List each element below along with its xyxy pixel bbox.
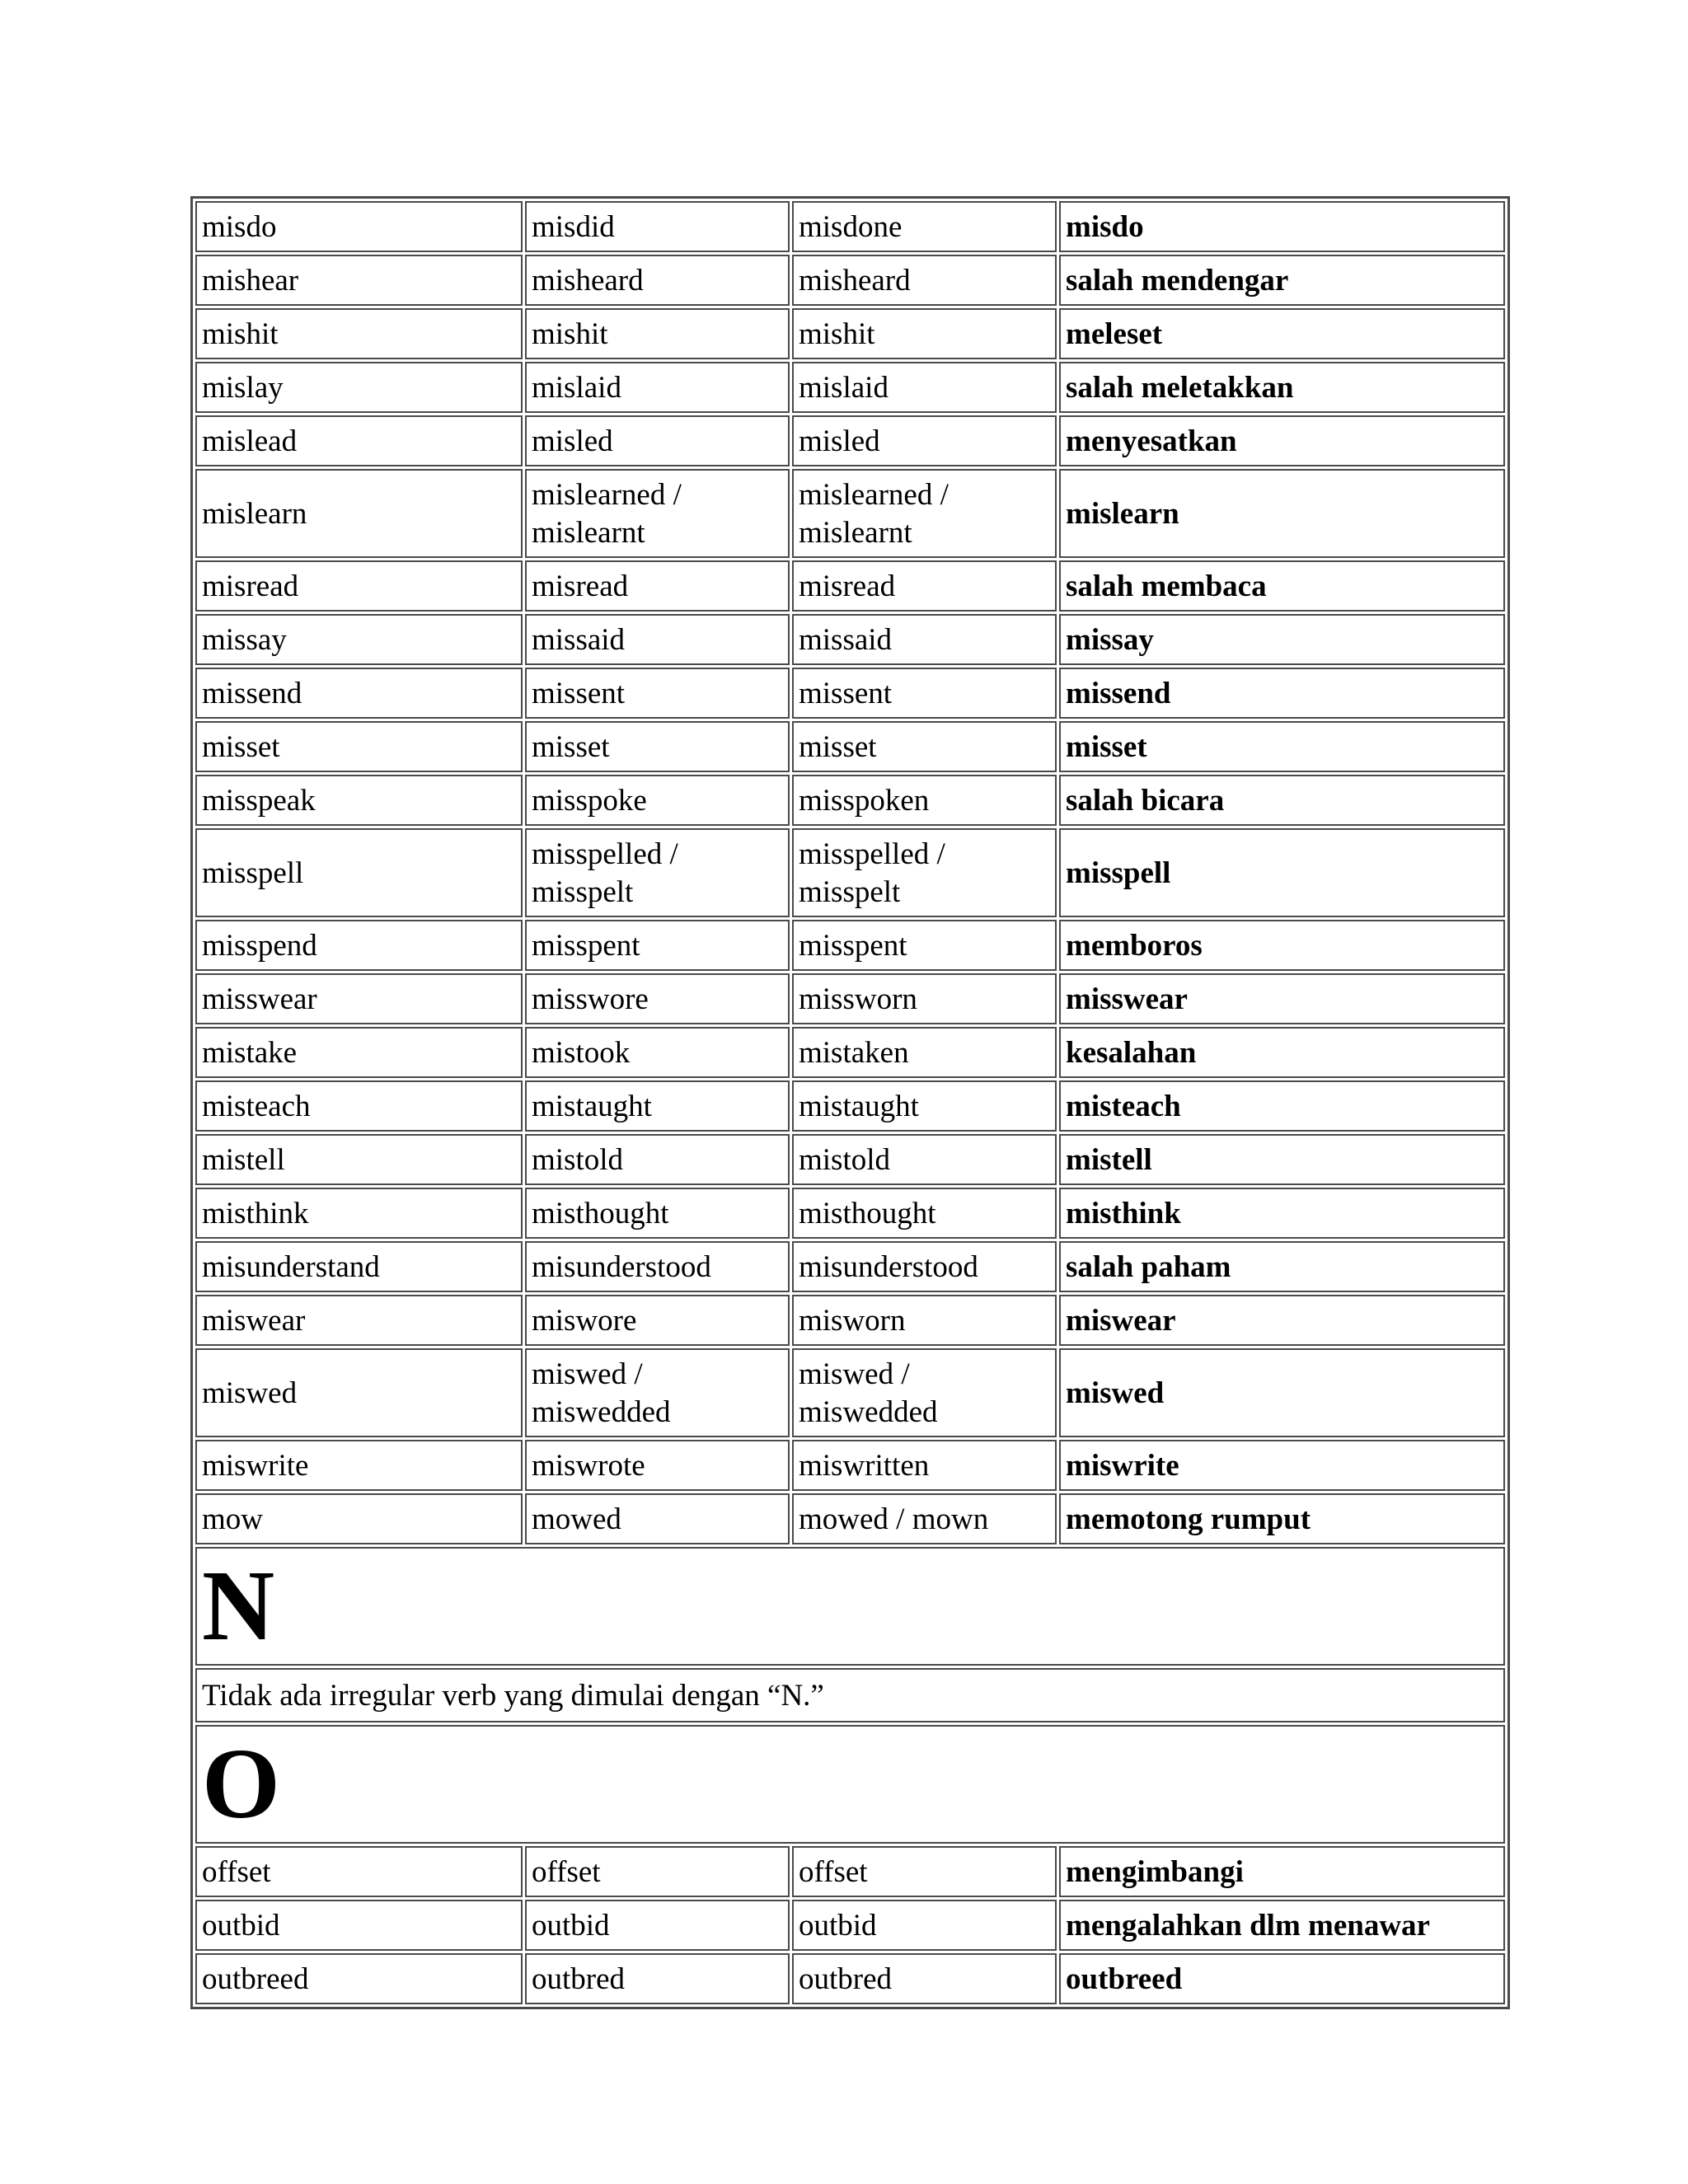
past-form-cell: misspelled / misspelt (525, 828, 790, 917)
meaning-cell: misswear (1059, 973, 1505, 1024)
base-form-cell: misunderstand (195, 1241, 523, 1292)
meaning-cell: outbreed (1059, 1953, 1505, 2004)
past-participle-cell: mislearned / mislearnt (792, 469, 1057, 558)
verb-row (195, 1241, 1505, 1292)
meaning-cell: misspell (1059, 828, 1505, 917)
meaning-cell: salah mendengar (1059, 255, 1505, 306)
verb-row (195, 1188, 1505, 1239)
meaning-cell: misteach (1059, 1080, 1505, 1132)
verb-row (195, 721, 1505, 772)
past-form-cell: misunderstood (525, 1241, 790, 1292)
past-form-cell: misdid (525, 201, 790, 252)
base-form-cell: mow (195, 1493, 523, 1544)
past-participle-cell: missaid (792, 614, 1057, 665)
meaning-cell: salah bicara (1059, 775, 1505, 826)
past-form-cell: misthought (525, 1188, 790, 1239)
verb-row (195, 1295, 1505, 1346)
past-form-cell: misset (525, 721, 790, 772)
meaning-cell: meleset (1059, 308, 1505, 359)
past-participle-cell: misset (792, 721, 1057, 772)
base-form-cell: misdo (195, 201, 523, 252)
verb-row (195, 775, 1505, 826)
meaning-cell: kesalahan (1059, 1027, 1505, 1078)
past-participle-cell: outbid (792, 1900, 1057, 1951)
meaning-cell: mengimbangi (1059, 1846, 1505, 1897)
past-participle-cell: misheard (792, 255, 1057, 306)
base-form-cell: misspend (195, 920, 523, 971)
past-form-cell: missaid (525, 614, 790, 665)
meaning-cell: salah paham (1059, 1241, 1505, 1292)
verb-row (195, 1027, 1505, 1078)
meaning-cell: memotong rumput (1059, 1493, 1505, 1544)
base-form-cell: mishit (195, 308, 523, 359)
past-participle-cell: misspoken (792, 775, 1057, 826)
verb-row (195, 1846, 1505, 1897)
meaning-cell: salah meletakkan (1059, 362, 1505, 413)
base-form-cell: misread (195, 560, 523, 612)
verb-row (195, 201, 1505, 252)
meaning-cell: miswrite (1059, 1440, 1505, 1491)
base-form-cell: misspell (195, 828, 523, 917)
o-verbs-group (195, 1846, 1505, 2004)
verb-row (195, 920, 1505, 971)
section-letter-o: O (195, 1725, 1505, 1844)
verb-row (195, 614, 1505, 665)
m-verbs-group (195, 201, 1505, 1544)
base-form-cell: misteach (195, 1080, 523, 1132)
section-o (195, 1725, 1505, 1844)
past-participle-cell: mistold (792, 1134, 1057, 1185)
past-form-cell: outbid (525, 1900, 790, 1951)
base-form-cell: miswrite (195, 1440, 523, 1491)
verb-row (195, 308, 1505, 359)
meaning-cell: missay (1059, 614, 1505, 665)
verb-row (195, 973, 1505, 1024)
verb-row (195, 1134, 1505, 1185)
past-participle-cell: misspent (792, 920, 1057, 971)
past-participle-cell: miswed / miswedded (792, 1348, 1057, 1437)
meaning-cell: missend (1059, 668, 1505, 719)
past-form-cell: mistook (525, 1027, 790, 1078)
past-participle-cell: missent (792, 668, 1057, 719)
past-participle-cell: mowed / mown (792, 1493, 1057, 1544)
past-form-cell: misspoke (525, 775, 790, 826)
past-participle-cell: mistaught (792, 1080, 1057, 1132)
past-form-cell: mislearned / mislearnt (525, 469, 790, 558)
past-form-cell: mistaught (525, 1080, 790, 1132)
base-form-cell: outbreed (195, 1953, 523, 2004)
base-form-cell: mistell (195, 1134, 523, 1185)
base-form-cell: miswear (195, 1295, 523, 1346)
past-form-cell: miswrote (525, 1440, 790, 1491)
verb-row (195, 1953, 1505, 2004)
past-participle-cell: misled (792, 415, 1057, 466)
meaning-cell: memboros (1059, 920, 1505, 971)
section-n-note: Tidak ada irregular verb yang dimulai dengan “N.” (195, 1668, 1505, 1722)
base-form-cell: missend (195, 668, 523, 719)
base-form-cell: mislearn (195, 469, 523, 558)
base-form-cell: miswed (195, 1348, 523, 1437)
verb-row (195, 560, 1505, 612)
past-participle-cell: miswritten (792, 1440, 1057, 1491)
base-form-cell: misset (195, 721, 523, 772)
past-form-cell: mishit (525, 308, 790, 359)
past-form-cell: mistold (525, 1134, 790, 1185)
past-participle-cell: mishit (792, 308, 1057, 359)
section-n-header-row (195, 1547, 1505, 1666)
past-form-cell: misspent (525, 920, 790, 971)
past-participle-cell: outbred (792, 1953, 1057, 2004)
past-form-cell: misread (525, 560, 790, 612)
past-form-cell: offset (525, 1846, 790, 1897)
section-n (195, 1547, 1505, 1722)
past-participle-cell: misspelled / misspelt (792, 828, 1057, 917)
base-form-cell: misswear (195, 973, 523, 1024)
past-participle-cell: misthought (792, 1188, 1057, 1239)
meaning-cell: mislearn (1059, 469, 1505, 558)
base-form-cell: mislead (195, 415, 523, 466)
past-participle-cell: misread (792, 560, 1057, 612)
past-form-cell: misheard (525, 255, 790, 306)
past-form-cell: missent (525, 668, 790, 719)
past-form-cell: misled (525, 415, 790, 466)
meaning-cell: misset (1059, 721, 1505, 772)
base-form-cell: mistake (195, 1027, 523, 1078)
meaning-cell: misdo (1059, 201, 1505, 252)
base-form-cell: misspeak (195, 775, 523, 826)
past-participle-cell: missworn (792, 973, 1057, 1024)
past-form-cell: outbred (525, 1953, 790, 2004)
verb-row (195, 362, 1505, 413)
past-form-cell: mislaid (525, 362, 790, 413)
meaning-cell: miswear (1059, 1295, 1505, 1346)
meaning-cell: menyesatkan (1059, 415, 1505, 466)
base-form-cell: missay (195, 614, 523, 665)
past-participle-cell: misworn (792, 1295, 1057, 1346)
meaning-cell: mengalahkan dlm menawar (1059, 1900, 1505, 1951)
past-participle-cell: misdone (792, 201, 1057, 252)
base-form-cell: mishear (195, 255, 523, 306)
irregular-verb-table (190, 196, 1510, 2009)
verb-row (195, 1440, 1505, 1491)
verb-row (195, 828, 1505, 917)
past-form-cell: mowed (525, 1493, 790, 1544)
past-participle-cell: mistaken (792, 1027, 1057, 1078)
meaning-cell: salah membaca (1059, 560, 1505, 612)
base-form-cell: misthink (195, 1188, 523, 1239)
past-participle-cell: misunderstood (792, 1241, 1057, 1292)
meaning-cell: misthink (1059, 1188, 1505, 1239)
verb-row (195, 1348, 1505, 1437)
past-form-cell: misswore (525, 973, 790, 1024)
past-form-cell: miswore (525, 1295, 790, 1346)
verb-row (195, 255, 1505, 306)
base-form-cell: outbid (195, 1900, 523, 1951)
meaning-cell: miswed (1059, 1348, 1505, 1437)
past-participle-cell: offset (792, 1846, 1057, 1897)
verb-row (195, 668, 1505, 719)
base-form-cell: mislay (195, 362, 523, 413)
section-o-header-row (195, 1725, 1505, 1844)
base-form-cell: offset (195, 1846, 523, 1897)
meaning-cell: mistell (1059, 1134, 1505, 1185)
verb-row (195, 1493, 1505, 1544)
verb-row (195, 1900, 1505, 1951)
verb-row (195, 1080, 1505, 1132)
past-form-cell: miswed / miswedded (525, 1348, 790, 1437)
section-n-note-row (195, 1668, 1505, 1722)
past-participle-cell: mislaid (792, 362, 1057, 413)
verb-row (195, 469, 1505, 558)
verb-row (195, 415, 1505, 466)
section-letter-n: N (195, 1547, 1505, 1666)
